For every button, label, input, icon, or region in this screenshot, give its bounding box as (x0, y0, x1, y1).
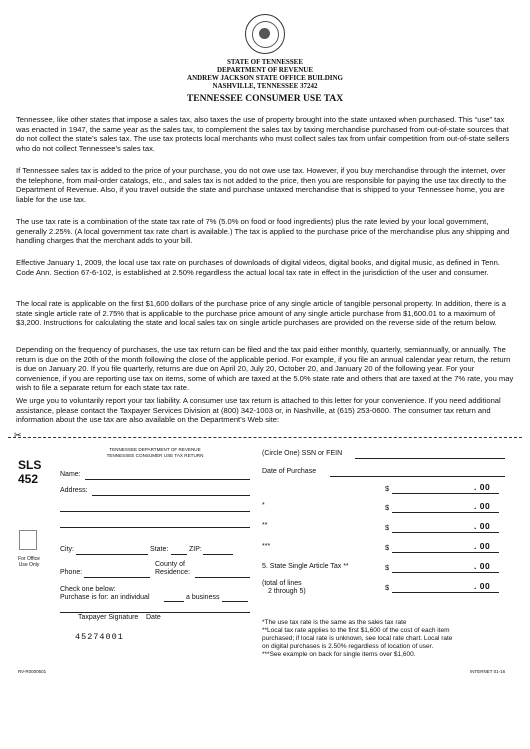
footer-version: INTERNET 01-16 (470, 669, 506, 674)
state-seal-icon (245, 14, 285, 54)
row4-cents: . 00 (474, 541, 491, 551)
paragraph-digital: Effective January 1, 2009, the local use tax rate on purchases of downloads of digital videos, digital books, and digital music, as defined in Tenn. Code Ann. Section 67-6-102, is established at 2.50% regardless the actual local tax rate in effect in the jurisdiction of the user and consumer. (16, 258, 500, 277)
address-field[interactable] (92, 495, 250, 496)
row1-cents: . 00 (474, 482, 491, 492)
office-use-box (19, 530, 37, 550)
state-label: State: (150, 546, 169, 553)
row3-dollar: $ (385, 523, 390, 532)
zip-label: ZIP: (189, 546, 202, 553)
form-code-line2: 452 (18, 472, 39, 486)
row2-label: * (262, 502, 265, 509)
footer-form-number: RV-R0000501 (18, 669, 47, 674)
paragraph-liability: If Tennessee sales tax is added to the price of your purchase, you do not owe use tax. However, if you buy merchandise through the internet, over the telephone, from mail-order catalogs, etc., and sales tax is not added to the price, then you are responsible for paying the use tax directly to the Department of Revenue. Also, if you travel outside the state and purchase untaxed merchandise that is shipped to your Tennessee home, you are liable for the use tax. (16, 166, 507, 204)
address-label: Address: (60, 487, 88, 494)
city-label: City: (60, 546, 74, 553)
paragraph-rate: The use tax rate is a combination of the state tax rate of 7% (5.0% on food or food ingredients) plus the rate levied by your local government, generally 2.25%. (A local government tax rate chart is available.) The tax is applied to the purchase price of the merchandise plus any shipping and handling charges that the merchant adds to your bill. (16, 217, 510, 245)
phone-field[interactable] (84, 577, 150, 578)
paragraph-contact: We urge you to voluntarily report your tax liability. A consumer use tax return is attached to this letter for your convenience. If you need additional assistance, please contact the Taxpayer Services Division at (800) 342-1003 or, in Nashville, at (615) 253-0600. The consumer tax return and information about the use tax are also available on the Department’s Web site: (16, 396, 501, 424)
form-code-line1: SLS (18, 458, 42, 472)
row4-amount-field[interactable] (392, 552, 499, 553)
tear-line (8, 437, 522, 438)
row1-dollar: $ (385, 484, 390, 493)
row2-amount-field[interactable] (392, 512, 499, 513)
scissors-icon: ✂ (14, 430, 22, 440)
county-label-2: Residence: (155, 569, 191, 576)
total-label-2: 2 through 5) (268, 588, 306, 595)
header-department: DEPARTMENT OF REVENUE (216, 66, 314, 74)
header-city: NASHVILLE, TENNESSEE 37242 (212, 82, 318, 90)
business-checkbox[interactable] (222, 601, 248, 602)
row5-dollar: $ (385, 563, 390, 572)
business-label: a business (186, 594, 220, 601)
individual-checkbox[interactable] (164, 601, 184, 602)
paragraph-local-rate: The local rate is applicable on the first $1,600 dollars of the purchase price of any single article of tangible personal property. In addition, there is a state single article rate of 2.75% that is applicable to the purchase price amount of any single article purchase from $1,600.01 to a maximum of $3,200. Instructions for calculating the state and local sales tax on single article purchases are provided on the reverse side of the return below. (16, 299, 506, 327)
form-header (85, 447, 225, 459)
total-cents: . 00 (474, 581, 491, 591)
row4-label: *** (262, 543, 271, 550)
row3-cents: . 00 (474, 521, 491, 531)
form-code (18, 458, 41, 486)
row3-amount-field[interactable] (392, 532, 499, 533)
row3-label: ** (262, 522, 268, 529)
handwritten-number: 45274001 (75, 632, 124, 642)
total-dollar: $ (385, 583, 390, 592)
phone-label: Phone: (60, 569, 83, 576)
row2-cents: . 00 (474, 501, 491, 511)
purchase-for-label: Purchase is for: an individual (60, 594, 150, 601)
row5-label: 5. State Single Article Tax ** (262, 563, 349, 570)
page-title: TENNESSEE CONSUMER USE TAX (186, 94, 344, 104)
row4-dollar: $ (385, 543, 390, 552)
name-field[interactable] (85, 479, 250, 480)
signature-field[interactable] (60, 612, 250, 613)
zip-field[interactable] (203, 554, 233, 555)
date-of-purchase-field[interactable] (330, 476, 505, 477)
county-label-1: County of (155, 561, 185, 568)
total-label-1: (total of lines (262, 580, 302, 587)
state-field[interactable] (171, 554, 187, 555)
ssn-label: (Circle One) SSN or FEIN (262, 450, 343, 457)
name-label: Name: (60, 471, 81, 478)
paragraph-filing: Depending on the frequency of purchases, the use tax return can be filed and the tax paid either monthly, quarterly, semiannually, or annually. The return is due on the 20th of the month following the close of the applicable period. For example, if you file an annual calendar year return, the return is due on January 20. If you file quarterly, returns are due on April 20, July 20, October 20, and January 20 of the following year. For your convenience, if you are reporting use tax on items, some of which are taxed at the 5.0% state rate and others that are taxed at the 7% rate, you may wish to file a separate return for each state tax rate. (16, 345, 514, 392)
row1-amount-field[interactable] (392, 493, 499, 494)
signature-label: Taxpayer Signature (78, 614, 139, 621)
footnote-3: purchased; if local rate is unknown, see local rate chart. Local rate (262, 635, 453, 642)
total-amount-field[interactable] (392, 592, 499, 593)
date-of-purchase-label: Date of Purchase (262, 468, 317, 475)
check-one-label: Check one below: (60, 586, 116, 593)
header-state: STATE OF TENNESSEE (227, 58, 303, 66)
footnote-5: ***See example on back for single items over $1,600. (262, 651, 416, 658)
city-field[interactable] (76, 554, 148, 555)
footnote-4: on digital purchases is 2.50% regardless of location of user. (262, 643, 434, 650)
address-field-line2[interactable] (60, 511, 250, 512)
header-building: ANDREW JACKSON STATE OFFICE BUILDING (187, 74, 343, 82)
footnote-1: *The use tax rate is the same as the sales tax rate (262, 619, 407, 626)
ssn-field[interactable] (355, 458, 505, 459)
office-use-label (14, 556, 44, 568)
row5-amount-field[interactable] (392, 572, 499, 573)
row5-cents: . 00 (474, 561, 491, 571)
address-field-line3[interactable] (60, 527, 250, 528)
form-header-line2: TENNESSEE CONSUMER USE TAX RETURN (106, 453, 204, 458)
paragraph-intro: Tennessee, like other states that impose a sales tax, also taxes the use of property brought into the state untaxed when purchased. This “use” tax was enacted in 1947, the same year as the sales tax, to complement the sales tax by taxing merchandise purchased from out-of-state sources that do not collect the state’s sales tax. The use tax protects local merchants who must collect sales tax from unfair competition from out-of-state sellers who do not collect Tennessee’s sales tax. (16, 115, 510, 153)
footnote-2: **Local tax rate applies to the first $1,600 of the cost of each item (262, 627, 450, 634)
county-field[interactable] (195, 577, 250, 578)
form-header-line1: TENNESSEE DEPARTMENT OF REVENUE (109, 447, 201, 452)
office-use-line2: Use Only (18, 562, 40, 568)
date-label: Date (146, 614, 161, 621)
row2-dollar: $ (385, 503, 390, 512)
office-use-line1: For Office (18, 556, 40, 562)
